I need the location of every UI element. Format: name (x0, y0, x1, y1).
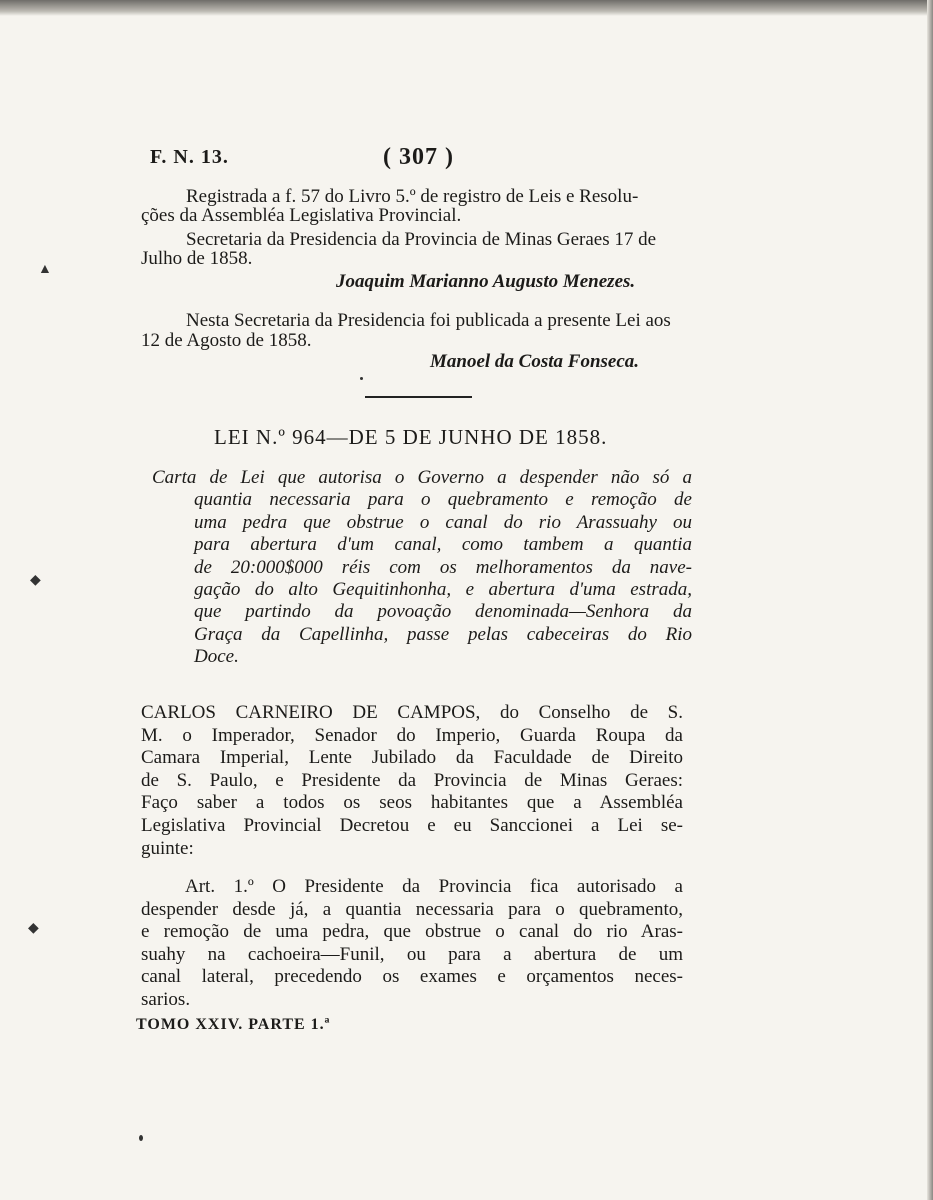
registration-line-1: Registrada a f. 57 do Livro 5.º de registro de Leis e Resolu- (186, 186, 639, 207)
article-line: suahy na cachoeira—Funil, ou para a abertura de um (141, 943, 683, 965)
summary-line: para abertura d'um canal, como tambem a quantia (194, 534, 692, 556)
preamble-line: Legislativa Provincial Decretou e eu Sanccionei a Lei se- (141, 814, 683, 836)
summary-line: uma pedra que obstrue o canal do rio Arassuahy ou (194, 511, 692, 533)
summary-line: que partindo da povoação denominada—Senhora da (194, 601, 692, 623)
registration-line-2: ções da Assembléa Legislativa Provincial. (141, 205, 462, 226)
scan-right-edge (927, 0, 933, 1200)
ink-dot (139, 1135, 143, 1141)
publication-line-2: 12 de Agosto de 1858. (141, 330, 312, 351)
margin-mark: ▲ (38, 262, 52, 277)
preamble-line: guinte: (141, 837, 194, 859)
registration-signature: Joaquim Marianno Augusto Menezes. (336, 271, 636, 292)
folio-signature: F. N. 13. (150, 146, 229, 168)
publication-line-1: Nesta Secretaria da Presidencia foi publicada a presente Lei aos (186, 310, 671, 331)
preamble-line: Camara Imperial, Lente Jubilado da Faculdade de Direito (141, 747, 683, 769)
article-line: sarios. (141, 988, 191, 1010)
summary-line: quantia necessaria para o quebramento e remoção de (194, 489, 692, 511)
summary-line: Graça da Capellinha, passe pelas cabeceiras do Rio (194, 623, 692, 645)
summary-line: Carta de Lei que autorisa o Governo a despender não só a (152, 467, 692, 488)
preamble-line: M. o Imperador, Senador do Imperio, Guarda Roupa da (141, 724, 683, 746)
margin-mark: ◆ (28, 921, 39, 936)
registration-line-4: Julho de 1858. (141, 248, 253, 269)
registration-line-3: Secretaria da Presidencia da Provincia de Minas Geraes 17 de (186, 229, 657, 250)
article-line: Art. 1.º O Presidente da Provincia fica autorisado a (185, 876, 683, 897)
law-summary (152, 467, 692, 669)
preamble (141, 702, 683, 860)
preamble-line: de S. Paulo, e Presidente da Provincia de Minas Geraes: (141, 769, 683, 791)
article-1 (141, 876, 683, 1012)
page-number: ( 307 ) (383, 144, 454, 170)
article-line: canal lateral, precedendo os exames e orçamentos neces- (141, 966, 683, 988)
article-line: e remoção de uma pedra, que obstrue o canal do rio Aras- (141, 921, 683, 943)
summary-line: de 20:000$000 réis com os melhoramentos da nave- (194, 556, 692, 578)
article-line: despender desde já, a quantia necessaria para o quebramento, (141, 898, 683, 920)
preamble-line: CARLOS CARNEIRO DE CAMPOS, do Conselho de S. (141, 702, 683, 723)
preamble-line: Faço saber a todos os seos habitantes que a Assembléa (141, 792, 683, 814)
summary-line: gação do alto Gequitinhonha, e abertura d'uma estrada, (194, 579, 692, 601)
margin-mark: ◆ (30, 573, 41, 588)
ink-dot (360, 377, 363, 380)
law-title: LEI N.º 964—DE 5 DE JUNHO DE 1858. (214, 425, 608, 449)
section-rule (365, 396, 472, 398)
summary-line: Doce. (194, 646, 239, 668)
scan-top-edge (0, 0, 933, 16)
footer-tomo: TOMO XXIV. PARTE 1.ª (136, 1016, 331, 1033)
publication-signature: Manoel da Costa Fonseca. (430, 351, 640, 372)
